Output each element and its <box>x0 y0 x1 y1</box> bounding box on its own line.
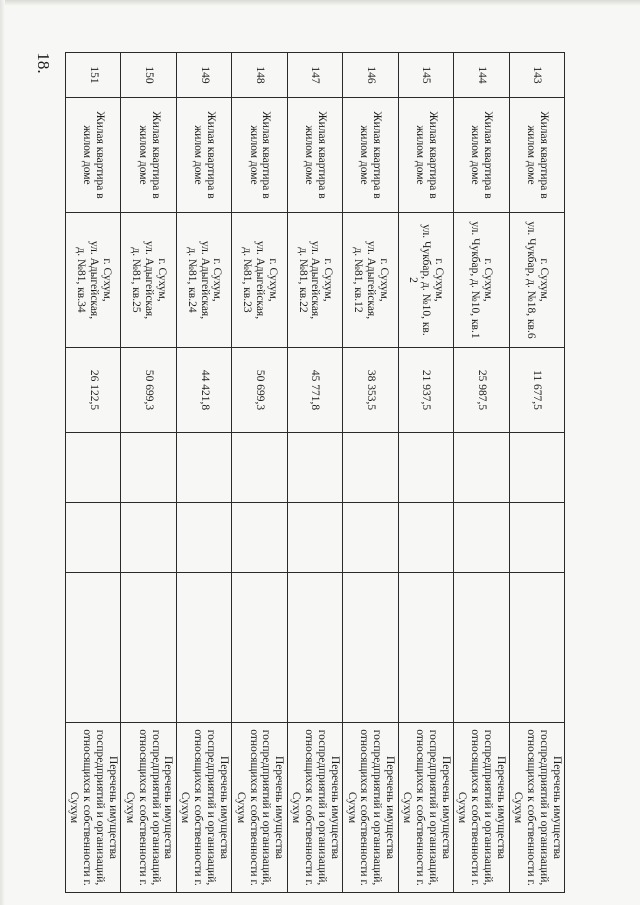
row-number: 151 <box>87 66 100 84</box>
row-number: 145 <box>420 66 433 84</box>
empty-cell <box>176 573 231 723</box>
address-house: д. №81, кв.24 <box>185 247 198 313</box>
object-type-cell <box>232 98 287 213</box>
row-number-cell <box>454 53 509 98</box>
object-type-cell <box>398 98 453 213</box>
empty-cell <box>343 573 398 723</box>
object-type-cell <box>66 98 122 213</box>
address-street: ул. Чукбар, д. №10, кв. <box>420 224 433 336</box>
address-city: г. Сухум, <box>482 258 495 302</box>
empty-cell <box>176 503 231 573</box>
row-number-cell <box>176 53 231 98</box>
value-cell <box>343 348 398 433</box>
object-type: Жилая квартира в жилом доме <box>469 111 495 199</box>
empty-cell <box>454 433 509 503</box>
row-number: 147 <box>309 66 322 84</box>
rotated-table-wrapper <box>65 52 565 892</box>
address-city: г. Сухум, <box>322 258 335 302</box>
basis-note-cell <box>343 723 398 893</box>
basis-note-cell <box>509 723 564 893</box>
object-type-cell <box>509 98 564 213</box>
object-type-cell <box>287 98 342 213</box>
basis-note-cell <box>121 723 176 893</box>
address-street: ул. Адыгейская, <box>87 240 100 320</box>
balance-value: 21 937,5 <box>420 369 433 411</box>
row-number: 149 <box>198 66 211 84</box>
empty-cell <box>121 573 176 723</box>
row-number-cell <box>232 53 287 98</box>
value-cell <box>287 348 342 433</box>
address-cell <box>121 213 176 348</box>
table-row <box>343 53 398 893</box>
table-row <box>66 53 122 893</box>
empty-cell <box>287 573 342 723</box>
object-type: Жилая квартира в жилом доме <box>358 111 384 199</box>
empty-cell <box>287 433 342 503</box>
address-street: ул. Адыгейская, <box>143 240 156 320</box>
empty-cell <box>287 503 342 573</box>
basis-note-cell <box>232 723 287 893</box>
address-cell <box>287 213 342 348</box>
balance-value: 50 699,3 <box>143 369 156 411</box>
address-house: д. №81, кв.22 <box>296 247 309 313</box>
basis-note-cell <box>176 723 231 893</box>
address-street: ул. Адыгейская, <box>309 240 322 320</box>
address-cell <box>343 213 398 348</box>
table-row <box>176 53 231 893</box>
basis-note: Перечень имущества госпредприятий и организаций, относящихся к собственности г. Сухум <box>234 729 286 886</box>
row-number: 143 <box>531 66 544 84</box>
table-row <box>454 53 509 893</box>
address-cell <box>398 213 453 348</box>
address-cell <box>454 213 509 348</box>
basis-note-cell <box>287 723 342 893</box>
object-type-cell <box>454 98 509 213</box>
row-number: 144 <box>475 66 488 84</box>
table-row <box>509 53 564 893</box>
value-cell <box>66 348 122 433</box>
basis-note: Перечень имущества госпредприятий и организаций, относящихся к собственности г. Сухум <box>179 729 230 886</box>
property-registry-table <box>65 52 565 893</box>
address-street: ул. Адыгейская, <box>254 240 267 320</box>
address-cell <box>176 213 231 348</box>
address-street: ул. Чукбар, д. №10, кв.1 <box>469 221 482 339</box>
empty-cell <box>66 503 122 573</box>
value-cell <box>176 348 231 433</box>
object-type: Жилая квартира в жилом доме <box>413 111 439 199</box>
address-city: г. Сухум, <box>433 258 446 302</box>
empty-cell <box>121 433 176 503</box>
basis-note: Перечень имущества госпредприятий и организаций, относящихся к собственности г. Сухум <box>511 729 563 886</box>
object-type-cell <box>343 98 398 213</box>
empty-cell <box>509 573 564 723</box>
empty-cell <box>176 433 231 503</box>
basis-note-cell <box>66 723 122 893</box>
balance-value: 45 771,8 <box>309 369 322 411</box>
address-cell <box>232 213 287 348</box>
address-house: д. №81, кв.12 <box>352 247 365 313</box>
row-number-cell <box>398 53 453 98</box>
empty-cell <box>232 573 287 723</box>
basis-note: Перечень имущества госпредприятий и организаций, относящихся к собственности г. Сухум <box>345 729 397 886</box>
table-row <box>121 53 176 893</box>
object-type-cell <box>176 98 231 213</box>
basis-note: Перечень имущества госпредприятий и организаций, относящихся к собственности г. Сухум <box>290 729 341 886</box>
empty-cell <box>121 503 176 573</box>
table-body <box>66 53 565 893</box>
scan-edge <box>0 0 5 905</box>
address-city: г. Сухум, <box>537 258 550 302</box>
row-number: 150 <box>143 66 156 84</box>
address-cell <box>509 213 564 348</box>
basis-note: Перечень имущества госпредприятий и организаций, относящихся к собственности г. Сухум <box>401 729 452 886</box>
address-house: 2 <box>407 277 420 283</box>
basis-note-cell <box>398 723 453 893</box>
table-row <box>398 53 453 893</box>
empty-cell <box>398 503 453 573</box>
balance-value: 26 122,5 <box>87 369 100 411</box>
address-street: ул. Адыгейская, <box>198 240 211 320</box>
address-house: д. №81, кв.23 <box>241 247 254 313</box>
object-type: Жилая квартира в жилом доме <box>192 111 218 199</box>
table-row <box>287 53 342 893</box>
table-row <box>232 53 287 893</box>
empty-cell <box>343 503 398 573</box>
address-house: д. №81, кв.34 <box>74 247 87 313</box>
empty-cell <box>398 433 453 503</box>
address-city: г. Сухум, <box>211 258 224 302</box>
empty-cell <box>66 573 122 723</box>
row-number-cell <box>509 53 564 98</box>
empty-cell <box>232 433 287 503</box>
object-type: Жилая квартира в жилом доме <box>303 111 328 199</box>
object-type: Жилая квартира в жилом доме <box>247 111 273 199</box>
address-city: г. Сухум, <box>266 258 279 302</box>
row-number: 146 <box>364 66 377 84</box>
empty-cell <box>509 503 564 573</box>
basis-note: Перечень имущества госпредприятий и организаций, относящихся к собственности г. Сухум <box>123 729 175 886</box>
object-type: Жилая квартира в жилом доме <box>136 111 162 199</box>
empty-cell <box>398 573 453 723</box>
object-type-cell <box>121 98 176 213</box>
row-number-cell <box>121 53 176 98</box>
basis-note-cell <box>454 723 509 893</box>
address-city: г. Сухум, <box>100 258 113 302</box>
row-number-cell <box>66 53 122 98</box>
balance-value: 38 353,5 <box>364 369 377 411</box>
address-street: ул. Адыгейская, <box>364 240 377 320</box>
empty-cell <box>232 503 287 573</box>
row-number: 148 <box>254 66 267 84</box>
page-number: 18. <box>34 52 53 74</box>
balance-value: 50 699,3 <box>254 369 267 411</box>
scan-edge <box>0 0 640 6</box>
value-cell <box>509 348 564 433</box>
address-house: д. №81, кв.25 <box>130 247 143 313</box>
object-type: Жилая квартира в жилом доме <box>81 111 107 199</box>
address-city: г. Сухум, <box>156 258 169 302</box>
empty-cell <box>454 573 509 723</box>
empty-cell <box>509 433 564 503</box>
value-cell <box>121 348 176 433</box>
balance-value: 25 987,5 <box>475 369 488 411</box>
value-cell <box>454 348 509 433</box>
empty-cell <box>454 503 509 573</box>
row-number-cell <box>287 53 342 98</box>
empty-cell <box>66 433 122 503</box>
value-cell <box>398 348 453 433</box>
balance-value: 11 677,5 <box>531 370 544 410</box>
row-number-cell <box>343 53 398 98</box>
address-street: ул. Чукбар, д. №18, кв.6 <box>524 221 537 339</box>
basis-note: Перечень имущества госпредприятий и организаций, относящихся к собственности г. Сухум <box>68 729 119 886</box>
balance-value: 44 421,8 <box>198 369 211 411</box>
empty-cell <box>343 433 398 503</box>
address-cell <box>66 213 122 348</box>
object-type: Жилая квартира в жилом доме <box>524 111 550 199</box>
value-cell <box>232 348 287 433</box>
basis-note: Перечень имущества госпредприятий и организаций, относящихся к собственности г. Сухум <box>456 729 508 886</box>
address-city: г. Сухум, <box>377 258 390 302</box>
